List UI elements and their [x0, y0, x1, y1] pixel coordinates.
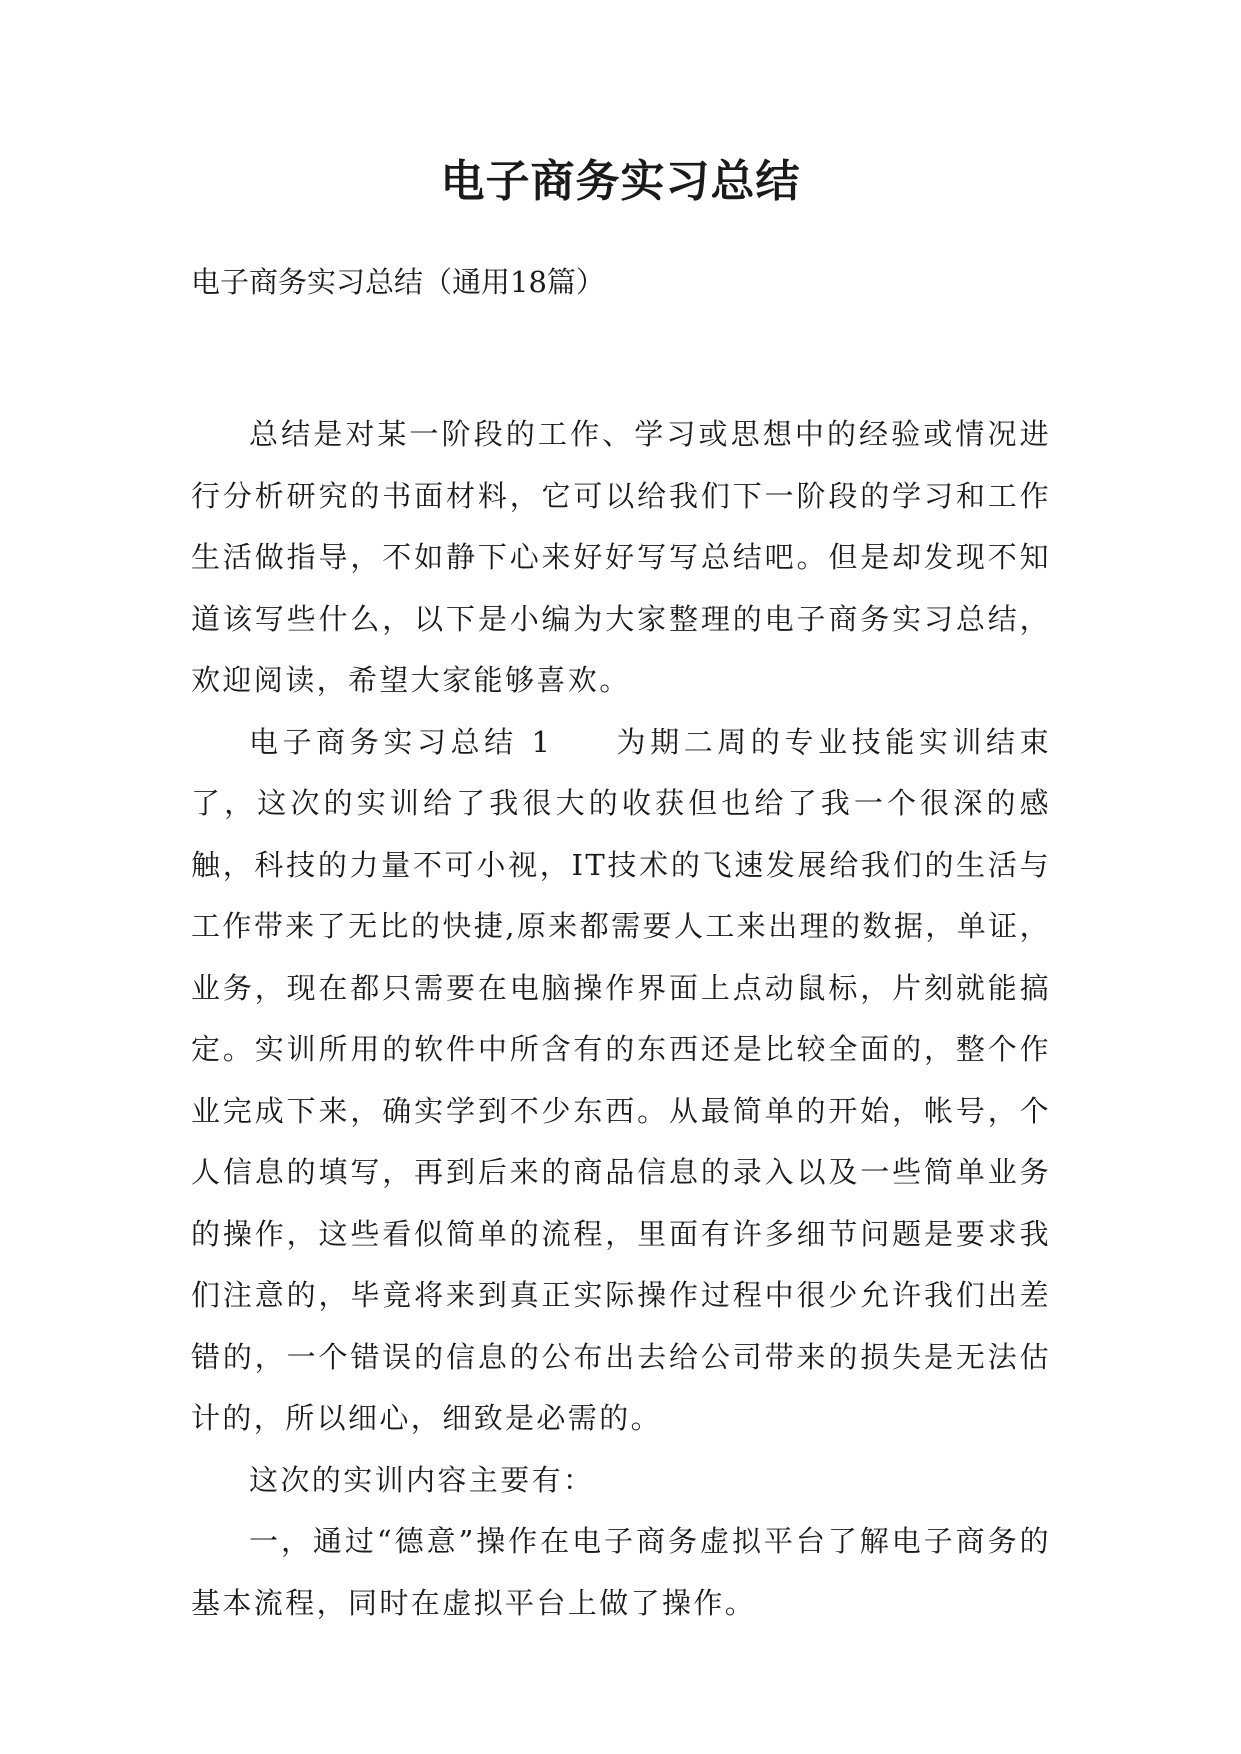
intro-paragraph: 总结是对某一阶段的工作、学习或思想中的经验或情况进行分析研究的书面材料，它可以给我们下一阶段的学习和工作生活做指导，不如静下心来好好写写总结吧。但是却发现不知道该写些什么，以下是小编为大家整理的电子商务实习总结，欢迎阅读，希望大家能够喜欢。 [191, 417, 1051, 697]
content-intro-paragraph: 这次的实训内容主要有： [249, 1462, 595, 1497]
document-body [191, 404, 1051, 1634]
section-1-heading: 电子商务实习总结 1 [249, 724, 553, 759]
document-title: 电子商务实习总结 [440, 156, 801, 207]
section-1-body: 为期二周的专业技能实训结束了，这次的实训给了我很大的收获但也给了我一个很深的感触，科技的力量不可小视，IT技术的飞速发展给我们的生活与工作带来了无比的快捷,原来都需要人工来出理的数据，单证，业务，现在都只需要在电脑操作界面上点动鼠标，片刻就能搞定。实训所用的软件中所含有的东西还是比较全面的，整个作业完成下来，确实学到不少东西。从最简单的开始，帐号，个人信息的填写，再到后来的商品信息的录入以及一些简单业务的操作，这些看似简单的流程，里面有许多细节问题是要求我们注意的，毕竟将来到真正实际操作过程中很少允许我们出差错的，一个错误的信息的公布出去给公司带来的损失是无法估计的，所以细心，细致是必需的。 [191, 724, 1051, 1435]
document-subtitle: 电子商务实习总结（通用18篇） [191, 265, 605, 299]
list-item-1: 一，通过“德意”操作在电子商务虚拟平台了解电子商务的基本流程，同时在虚拟平台上做了操作。 [191, 1524, 1051, 1620]
section-1-paragraph [191, 712, 1051, 1450]
